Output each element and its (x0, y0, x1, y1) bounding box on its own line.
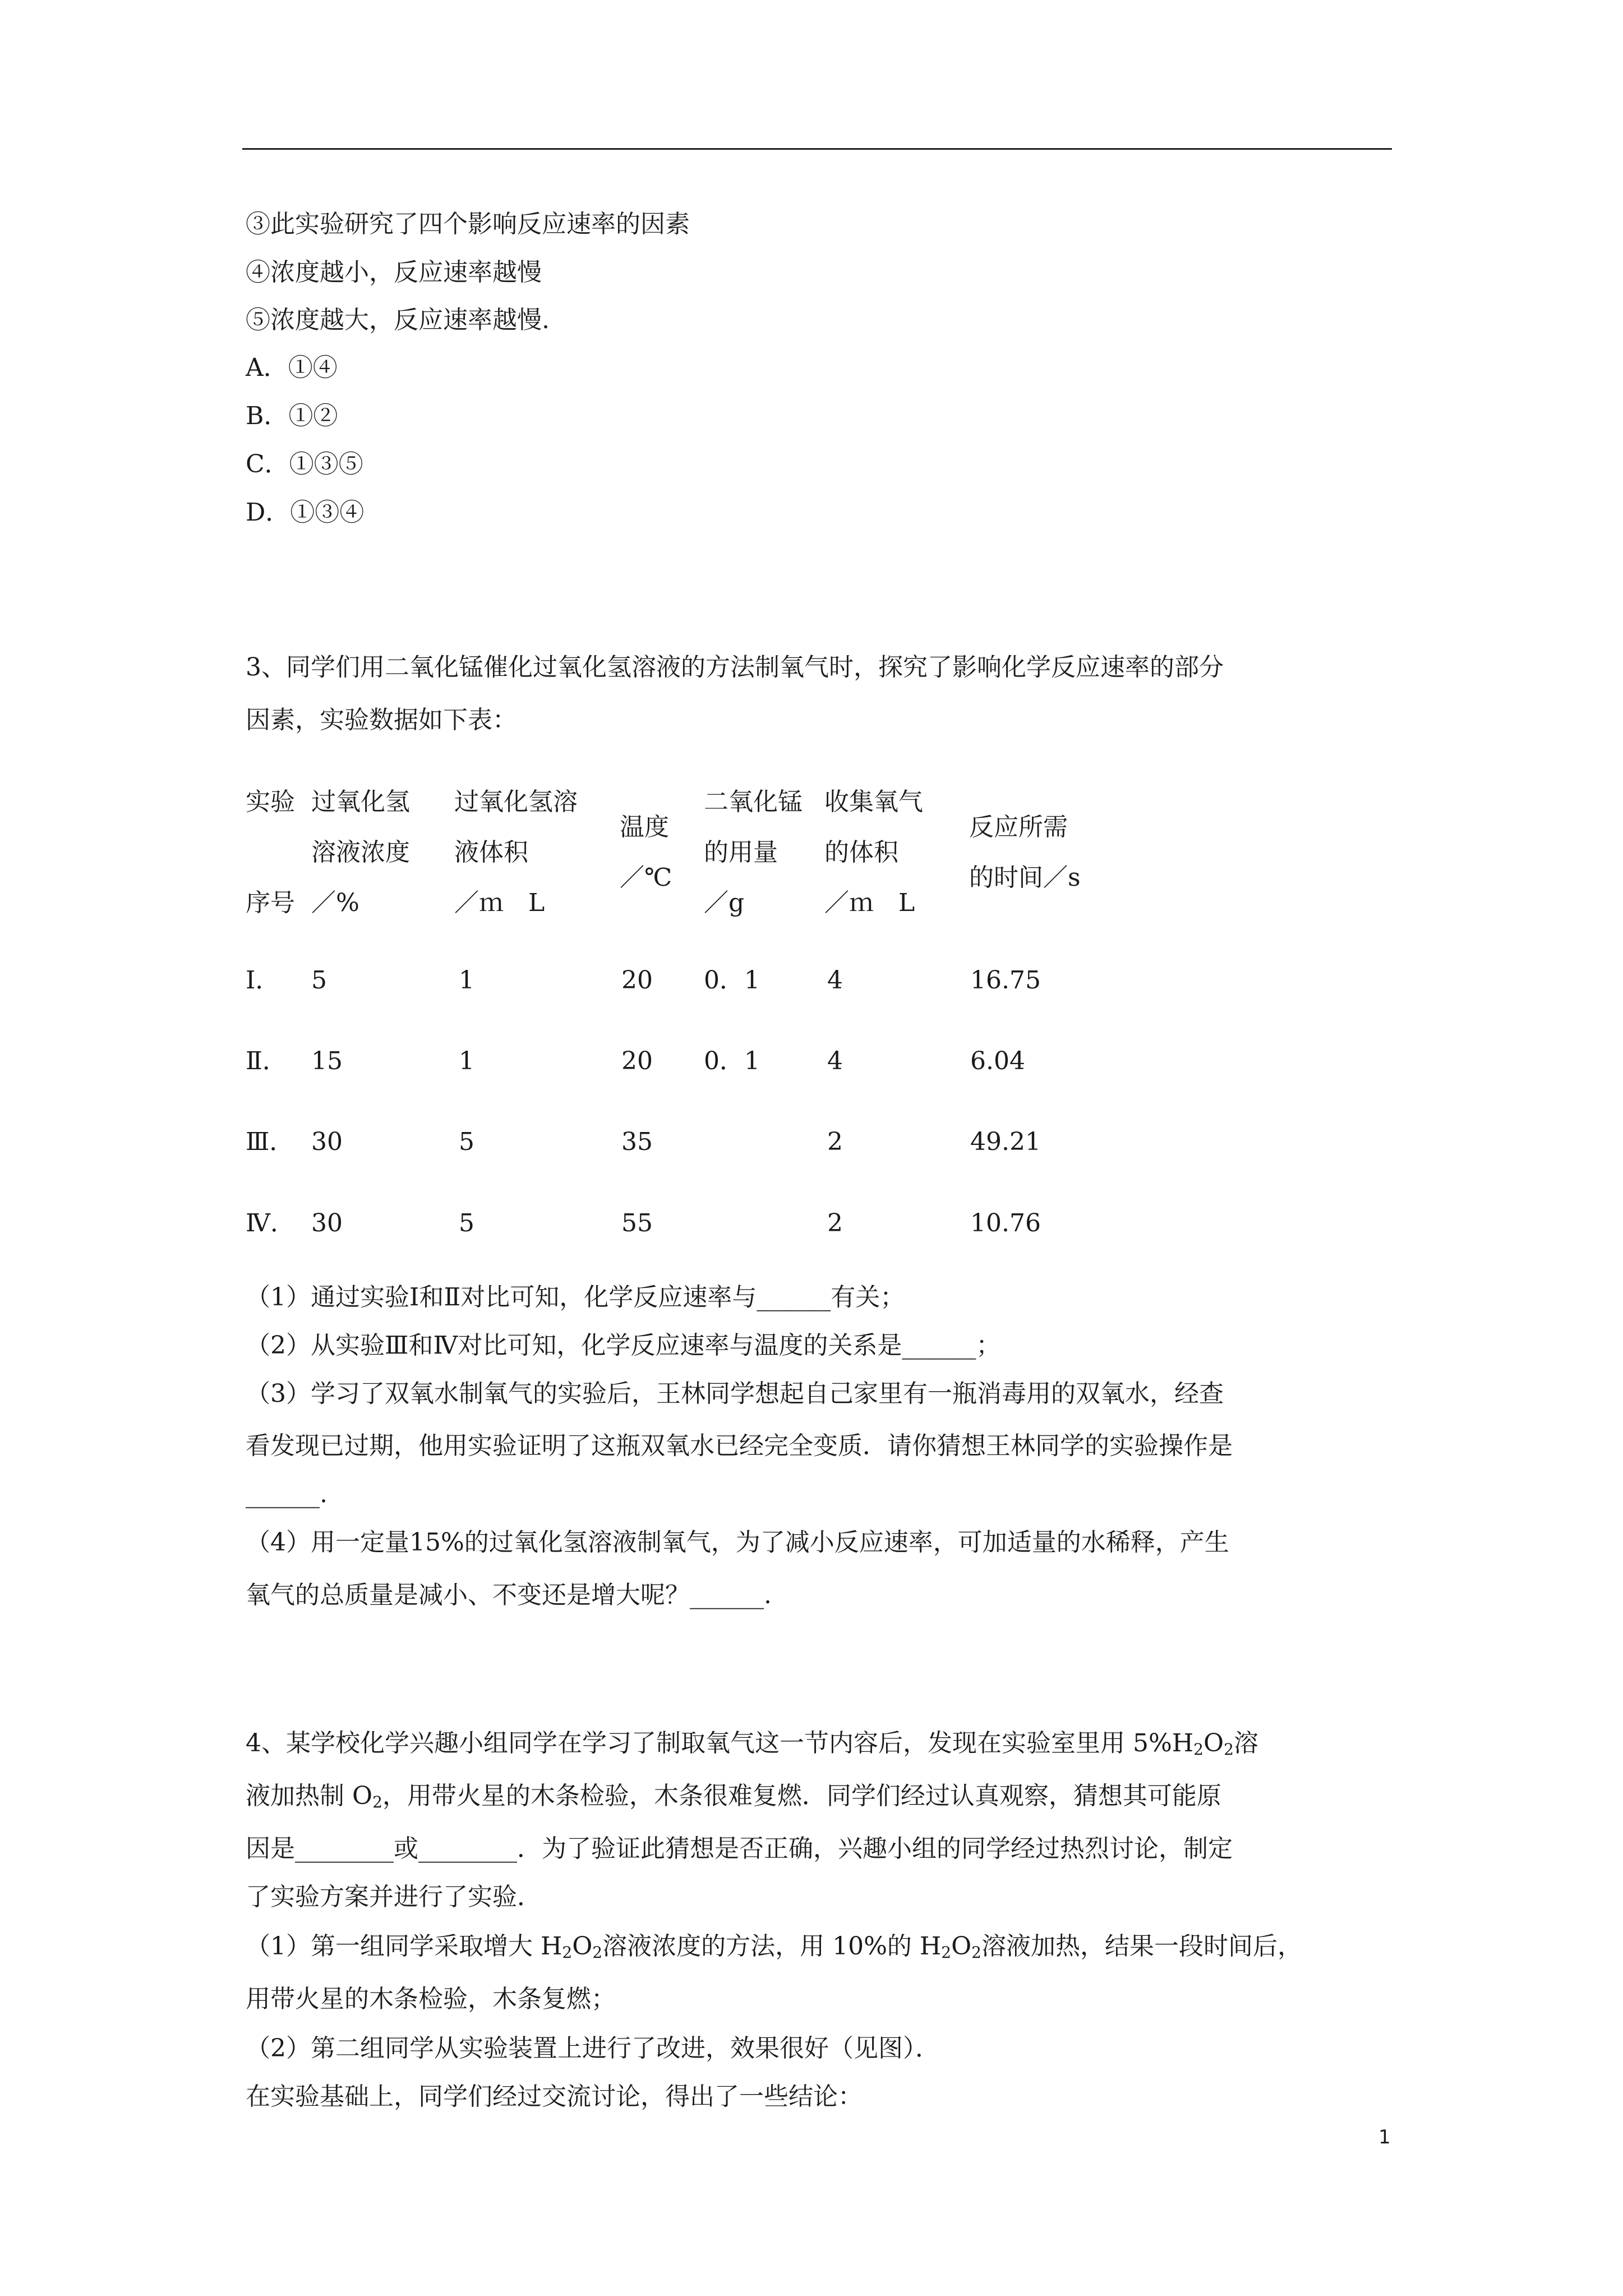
table-cell: 4 (827, 1047, 843, 1075)
table-cell: 0．1 (704, 1047, 760, 1075)
table-cell: 10.76 (970, 1209, 1041, 1237)
col-header-temperature: 温度 ／℃ (620, 813, 672, 892)
q3-sub1: （1）通过实验Ⅰ和Ⅱ对比可知，化学反应速率与______有关； (246, 1283, 905, 1312)
q3-stem-line2: 因素，实验数据如下表： (246, 706, 517, 734)
header-rule (242, 148, 1392, 150)
table-cell: 49.21 (970, 1128, 1041, 1156)
q3-sub4-line2: 氧气的总质量是减小、不变还是增大呢？______. (246, 1581, 772, 1609)
choice-d: D．①③④ (246, 498, 365, 527)
table-cell: 0．1 (704, 966, 760, 995)
table-cell: Ⅳ． (246, 1209, 295, 1237)
col-header-time: 反应所需 的时间／s (969, 813, 1081, 892)
page-number: 1 (1378, 2126, 1391, 2148)
table-cell: Ⅲ． (246, 1128, 294, 1156)
table-cell: 4 (827, 966, 843, 995)
q3-sub4-line1: （4）用一定量15%的过氧化氢溶液制氧气，为了减小反应速率，可加适量的水稀释，产生 (246, 1528, 1229, 1557)
q3-sub3-line2: 看发现已过期，他用实验证明了这瓶双氧水已经完全变质．请你猜想王林同学的实验操作是 (246, 1432, 1233, 1460)
table-cell: Ⅰ． (246, 966, 280, 995)
choice-b: B．①② (246, 402, 338, 430)
table-cell: 1 (459, 966, 474, 995)
q3-stem-line1: 3、同学们用二氧化锰催化过氧化氢溶液的方法制氧气时，探究了影响化学反应速率的部分 (246, 653, 1224, 682)
table-cell: 20 (621, 1047, 653, 1075)
col-header-mno2-amount: 二氧化锰 的用量 ／g (704, 788, 803, 917)
table-cell: Ⅱ． (246, 1047, 287, 1075)
table-cell: 16.75 (970, 966, 1041, 995)
choice-c: C．①③⑤ (246, 450, 363, 478)
q4-conclusion: 在实验基础上，同学们经过交流讨论，得出了一些结论： (246, 2082, 863, 2111)
q4-sub2: （2）第二组同学从实验装置上进行了改进，效果很好（见图）． (246, 2034, 940, 2063)
statement-3: ③此实验研究了四个影响反应速率的因素 (246, 210, 690, 238)
q4-line4: 了实验方案并进行了实验． (246, 1883, 542, 1911)
col-header-concentration: 过氧化氢 溶液浓度 ／% (311, 788, 410, 917)
q3-sub2: （2）从实验Ⅲ和Ⅳ对比可知，化学反应速率与温度的关系是______； (246, 1331, 1001, 1360)
table-cell: 20 (621, 966, 653, 995)
col-header-oxygen-volume: 收集氧气 的体积 ／ｍ L (824, 788, 923, 917)
col-header-experiment: 实验 序号 (246, 788, 295, 917)
table-cell: 15 (311, 1047, 343, 1075)
q4-sub1-line2: 用带火星的木条检验，木条复燃； (246, 1985, 616, 2013)
choice-a: A．①④ (246, 353, 338, 382)
table-cell: 5 (311, 966, 327, 995)
table-cell: 2 (827, 1128, 843, 1156)
q4-line3: 因是________或________．为了验证此猜想是否正确，兴趣小组的同学经过热烈讨论，制定 (246, 1834, 1233, 1863)
table-cell: 30 (311, 1209, 343, 1237)
table-cell: 5 (459, 1128, 474, 1156)
table-cell: 1 (459, 1047, 474, 1075)
q4-sub1-line1: （1）第一组同学采取增大 $H_2O_2$溶液浓度的方法，用 10%的 $H_2O_2$溶液加热，结果一段时间后， (246, 1932, 1302, 1962)
q4-line1: 4、某学校化学兴趣小组同学在学习了制取氧气这一节内容后，发现在实验室里用 $5\%H_2O_2$溶 (246, 1729, 1258, 1759)
statement-5: ⑤浓度越大，反应速率越慢. (246, 306, 550, 334)
col-header-solution-volume: 过氧化氢溶 液体积 ／ｍ L (454, 788, 578, 917)
table-cell: 35 (621, 1128, 653, 1156)
statement-4: ④浓度越小，反应速率越慢 (246, 258, 542, 287)
q3-sub3-line3: ______. (246, 1480, 328, 1508)
table-cell: 5 (459, 1209, 474, 1237)
q4-line2: 液加热制 $O_2$，用带火星的木条检验，木条很难复燃．同学们经过认真观察，猜想其可能原 (246, 1782, 1221, 1811)
table-cell: 6.04 (970, 1047, 1025, 1075)
table-cell: 2 (827, 1209, 843, 1237)
table-cell: 55 (621, 1209, 653, 1237)
q3-sub3-line1: （3）学习了双氧水制氧气的实验后，王林同学想起自己家里有一瓶消毒用的双氧水，经查 (246, 1379, 1224, 1408)
table-cell: 30 (311, 1128, 343, 1156)
